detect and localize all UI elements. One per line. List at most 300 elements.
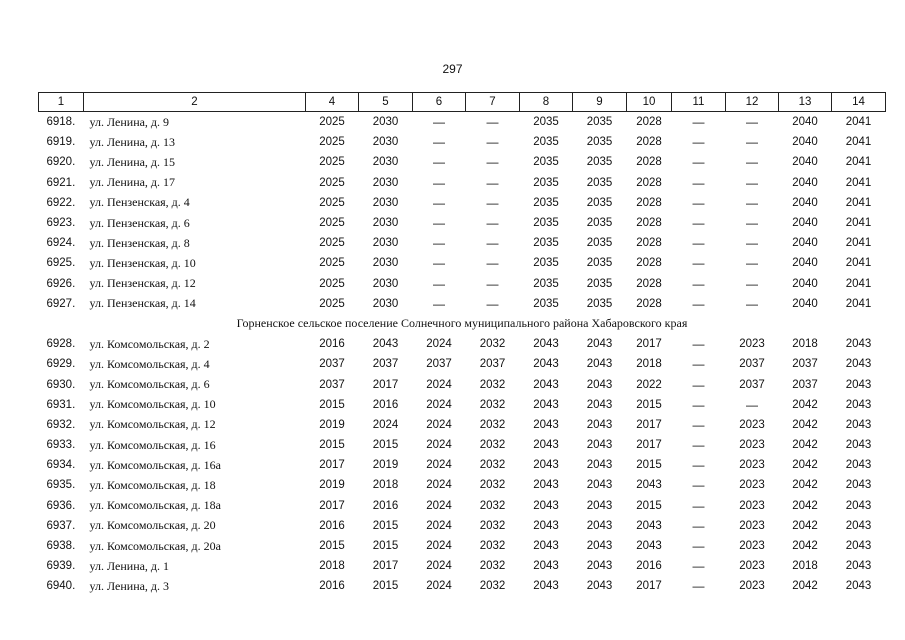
table-row: [39, 536, 886, 556]
year-cell: 2043: [845, 378, 872, 391]
year-cell: 2023: [739, 580, 765, 593]
year-cell: 2023: [739, 439, 765, 452]
year-cell: —: [746, 135, 758, 150]
address-cell: ул. Комсомольская, д. 6: [89, 377, 210, 392]
year-cell: 2028: [636, 237, 662, 250]
year-cell: 2032: [479, 439, 506, 452]
year-cell: 2043: [845, 358, 872, 371]
year-cell: 2024: [426, 398, 452, 411]
row-number-cell: 6929.: [46, 358, 76, 371]
year-cell: 2023: [739, 338, 765, 351]
header-row: [39, 93, 886, 112]
year-cell: 2030: [372, 277, 399, 290]
year-cell: 2028: [636, 257, 662, 270]
year-cell: 2015: [372, 580, 399, 593]
year-cell: 2018: [372, 479, 399, 492]
year-cell: —: [433, 135, 445, 150]
table-header: [39, 93, 886, 112]
year-cell: —: [746, 155, 758, 170]
year-cell: 2025: [319, 277, 345, 290]
row-number-cell: 6939.: [46, 560, 76, 573]
year-cell: 2041: [845, 156, 872, 169]
row-number-cell: 6933.: [46, 439, 76, 452]
year-cell: 2043: [586, 580, 613, 593]
year-cell: 2040: [792, 176, 818, 189]
year-cell: 2019: [372, 459, 399, 472]
table-row: [39, 435, 886, 455]
year-cell: 2023: [739, 479, 765, 492]
address-cell: ул. Ленина, д. 17: [89, 175, 176, 190]
table-row: [39, 253, 886, 273]
year-cell: 2043: [845, 540, 872, 553]
year-cell: 2032: [479, 378, 506, 391]
column-header-11: 11: [672, 93, 726, 112]
year-cell: —: [486, 155, 499, 170]
year-cell: 2025: [319, 237, 345, 250]
year-cell: 2043: [586, 398, 613, 411]
year-cell: 2024: [426, 580, 452, 593]
table-row: [39, 112, 886, 133]
year-cell: 2032: [479, 519, 506, 532]
year-cell: 2042: [792, 398, 818, 411]
year-cell: 2016: [636, 560, 662, 573]
year-cell: —: [692, 276, 705, 291]
address-cell: ул. Комсомольская, д. 18: [89, 477, 216, 492]
address-cell: ул. Ленина, д. 9: [89, 114, 170, 129]
address-cell: ул. Ленина, д. 13: [89, 134, 176, 149]
year-cell: 2030: [372, 136, 399, 149]
year-cell: —: [433, 195, 445, 210]
year-cell: 2023: [739, 560, 765, 573]
row-number-cell: 6924.: [46, 237, 76, 250]
year-cell: 2032: [479, 459, 506, 472]
year-cell: 2015: [372, 540, 399, 553]
year-cell: 2017: [636, 418, 662, 431]
year-cell: 2043: [586, 459, 613, 472]
row-number-cell: 6930.: [46, 378, 76, 391]
year-cell: 2025: [319, 297, 345, 310]
year-cell: 2043: [586, 540, 613, 553]
address-cell: ул. Комсомольская, д. 2: [89, 336, 210, 351]
year-cell: 2043: [845, 560, 872, 573]
year-cell: 2032: [479, 540, 506, 553]
year-cell: 2015: [636, 459, 662, 472]
year-cell: —: [486, 216, 499, 231]
year-cell: 2017: [372, 560, 399, 573]
year-cell: 2024: [426, 439, 452, 452]
year-cell: —: [692, 397, 705, 412]
year-cell: —: [433, 175, 445, 190]
year-cell: —: [486, 195, 499, 210]
year-cell: 2040: [792, 217, 818, 230]
year-cell: 2037: [319, 358, 345, 371]
table-body: [39, 112, 886, 597]
year-cell: 2037: [792, 378, 818, 391]
year-cell: 2028: [636, 277, 662, 290]
year-cell: 2023: [739, 459, 765, 472]
year-cell: 2035: [586, 277, 613, 290]
year-cell: 2015: [636, 398, 662, 411]
column-header-12: 12: [726, 93, 779, 112]
year-cell: 2041: [845, 297, 872, 310]
year-cell: —: [746, 256, 758, 271]
year-cell: 2043: [586, 358, 613, 371]
year-cell: 2037: [426, 358, 452, 371]
year-cell: 2043: [533, 418, 559, 431]
row-number-cell: 6919.: [46, 136, 76, 149]
year-cell: —: [746, 397, 758, 412]
section-heading-row: [39, 314, 886, 334]
column-header-9: 9: [573, 93, 627, 112]
year-cell: 2024: [426, 499, 452, 512]
year-cell: 2035: [533, 237, 559, 250]
year-cell: 2043: [533, 560, 559, 573]
year-cell: —: [486, 236, 499, 251]
year-cell: 2035: [586, 297, 613, 310]
year-cell: 2043: [636, 479, 662, 492]
year-cell: 2041: [845, 237, 872, 250]
year-cell: 2024: [426, 378, 452, 391]
year-cell: 2041: [845, 196, 872, 209]
year-cell: 2043: [533, 358, 559, 371]
year-cell: —: [692, 195, 705, 210]
year-cell: 2035: [533, 156, 559, 169]
row-number-cell: 6920.: [46, 156, 76, 169]
table-row: [39, 152, 886, 172]
row-number-cell: 6918.: [46, 116, 76, 129]
year-cell: 2024: [426, 540, 452, 553]
table-row: [39, 233, 886, 253]
year-cell: 2043: [845, 519, 872, 532]
year-cell: 2043: [845, 459, 872, 472]
year-cell: —: [486, 256, 499, 271]
year-cell: 2043: [586, 499, 613, 512]
table-row: [39, 395, 886, 415]
year-cell: —: [746, 216, 758, 231]
year-cell: —: [692, 135, 705, 150]
year-cell: 2043: [586, 418, 613, 431]
year-cell: 2015: [372, 439, 399, 452]
year-cell: 2028: [636, 196, 662, 209]
page-number: 297: [442, 62, 463, 76]
year-cell: —: [746, 296, 758, 311]
year-cell: 2043: [533, 338, 559, 351]
column-header-2: 2: [84, 93, 306, 112]
year-cell: 2043: [533, 439, 559, 452]
year-cell: 2042: [792, 519, 818, 532]
year-cell: 2030: [372, 237, 399, 250]
year-cell: —: [692, 417, 705, 432]
year-cell: —: [692, 518, 705, 533]
year-cell: 2043: [533, 378, 559, 391]
year-cell: 2032: [479, 560, 506, 573]
year-cell: 2025: [319, 196, 345, 209]
address-cell: ул. Комсомольская, д. 12: [89, 417, 216, 432]
year-cell: —: [692, 296, 705, 311]
year-cell: 2016: [319, 580, 345, 593]
row-number-cell: 6931.: [46, 398, 76, 411]
year-cell: 2025: [319, 257, 345, 270]
year-cell: 2023: [739, 519, 765, 532]
year-cell: 2015: [319, 398, 345, 411]
address-cell: ул. Комсомольская, д. 20а: [89, 538, 221, 553]
table-row: [39, 294, 886, 314]
year-cell: 2035: [586, 176, 613, 189]
year-cell: 2035: [586, 136, 613, 149]
year-cell: 2043: [636, 540, 662, 553]
column-header-14: 14: [832, 93, 886, 112]
year-cell: 2015: [319, 540, 345, 553]
address-cell: ул. Ленина, д. 3: [89, 578, 170, 593]
table-row: [39, 415, 886, 435]
year-cell: 2037: [739, 358, 765, 371]
year-cell: 2030: [372, 196, 399, 209]
year-cell: 2024: [426, 479, 452, 492]
year-cell: 2041: [845, 257, 872, 270]
year-cell: 2017: [319, 459, 345, 472]
year-cell: 2018: [636, 358, 662, 371]
year-cell: 2042: [792, 580, 818, 593]
address-cell: ул. Пензенская, д. 14: [89, 296, 196, 311]
row-number-cell: 6922.: [46, 196, 76, 209]
year-cell: 2030: [372, 176, 399, 189]
year-cell: —: [433, 216, 445, 231]
row-number-cell: 6938.: [46, 540, 76, 553]
table-row: [39, 213, 886, 233]
year-cell: 2043: [845, 580, 872, 593]
year-cell: 2042: [792, 459, 818, 472]
column-header-8: 8: [520, 93, 573, 112]
row-number-cell: 6923.: [46, 217, 76, 230]
year-cell: 2041: [845, 136, 872, 149]
year-cell: 2043: [586, 479, 613, 492]
year-cell: —: [746, 276, 758, 291]
address-cell: ул. Пензенская, д. 10: [89, 255, 196, 270]
year-cell: —: [692, 438, 705, 453]
column-header-4: 4: [306, 93, 359, 112]
year-cell: 2035: [586, 217, 613, 230]
year-cell: 2042: [792, 439, 818, 452]
year-cell: —: [433, 256, 445, 271]
table-row: [39, 374, 886, 394]
year-cell: 2042: [792, 540, 818, 553]
year-cell: 2035: [533, 136, 559, 149]
year-cell: 2043: [845, 398, 872, 411]
year-cell: 2024: [426, 560, 452, 573]
year-cell: 2018: [792, 560, 818, 573]
year-cell: 2043: [533, 580, 559, 593]
year-cell: 2032: [479, 418, 506, 431]
year-cell: —: [433, 115, 445, 130]
table-row: [39, 334, 886, 354]
year-cell: 2025: [319, 116, 345, 129]
year-cell: 2019: [319, 479, 345, 492]
year-cell: 2035: [533, 196, 559, 209]
table-row: [39, 556, 886, 576]
year-cell: —: [433, 276, 445, 291]
row-number-cell: 6937.: [46, 519, 76, 532]
table-row: [39, 516, 886, 536]
year-cell: 2041: [845, 277, 872, 290]
year-cell: 2035: [533, 176, 559, 189]
row-number-cell: 6934.: [46, 459, 76, 472]
table-row: [39, 455, 886, 475]
year-cell: —: [486, 276, 499, 291]
year-cell: 2043: [533, 540, 559, 553]
year-cell: 2043: [586, 378, 613, 391]
year-cell: 2040: [792, 297, 818, 310]
year-cell: 2043: [533, 398, 559, 411]
year-cell: —: [692, 216, 705, 231]
year-cell: 2032: [479, 499, 506, 512]
year-cell: 2042: [792, 499, 818, 512]
year-cell: 2032: [479, 398, 506, 411]
year-cell: —: [433, 296, 445, 311]
year-cell: 2030: [372, 156, 399, 169]
row-number-cell: 6936.: [46, 499, 76, 512]
year-cell: 2016: [319, 338, 345, 351]
column-header-5: 5: [359, 93, 413, 112]
column-header-6: 6: [413, 93, 466, 112]
year-cell: 2024: [426, 459, 452, 472]
year-cell: 2043: [533, 499, 559, 512]
year-cell: 2019: [319, 418, 345, 431]
row-number-cell: 6926.: [46, 277, 76, 290]
year-cell: 2043: [845, 479, 872, 492]
year-cell: 2043: [586, 519, 613, 532]
year-cell: 2037: [479, 358, 506, 371]
table-row: [39, 475, 886, 495]
year-cell: —: [692, 498, 705, 513]
year-cell: 2043: [586, 338, 613, 351]
year-cell: 2015: [319, 439, 345, 452]
year-cell: 2025: [319, 156, 345, 169]
year-cell: 2028: [636, 297, 662, 310]
year-cell: 2028: [636, 136, 662, 149]
year-cell: 2035: [586, 257, 613, 270]
section-heading: Горненское сельское поселение Солнечного муниципального района Хабаровского края: [236, 316, 688, 331]
year-cell: 2022: [636, 378, 662, 391]
year-cell: 2030: [372, 257, 399, 270]
year-cell: 2037: [739, 378, 765, 391]
year-cell: —: [692, 155, 705, 170]
year-cell: 2015: [636, 499, 662, 512]
year-cell: 2028: [636, 217, 662, 230]
address-cell: ул. Комсомольская, д. 18а: [89, 498, 221, 513]
year-cell: —: [692, 175, 705, 190]
table-row: [39, 274, 886, 294]
year-cell: —: [433, 155, 445, 170]
address-cell: ул. Ленина, д. 15: [89, 154, 176, 169]
year-cell: 2030: [372, 297, 399, 310]
year-cell: —: [433, 236, 445, 251]
year-cell: 2032: [479, 338, 506, 351]
address-cell: ул. Пензенская, д. 6: [89, 215, 190, 230]
year-cell: 2017: [319, 499, 345, 512]
year-cell: 2017: [636, 338, 662, 351]
year-cell: 2035: [533, 217, 559, 230]
address-cell: ул. Ленина, д. 1: [89, 558, 170, 573]
year-cell: 2015: [372, 519, 399, 532]
year-cell: —: [692, 337, 705, 352]
year-cell: 2035: [533, 257, 559, 270]
year-cell: 2043: [636, 519, 662, 532]
row-number-cell: 6927.: [46, 297, 76, 310]
year-cell: 2016: [372, 499, 399, 512]
year-cell: 2016: [319, 519, 345, 532]
year-cell: 2040: [792, 196, 818, 209]
table-row: [39, 576, 886, 596]
year-cell: —: [692, 559, 705, 574]
year-cell: —: [692, 256, 705, 271]
year-cell: 2037: [792, 358, 818, 371]
year-cell: 2018: [319, 560, 345, 573]
address-cell: ул. Комсомольская, д. 16: [89, 437, 216, 452]
year-cell: 2040: [792, 277, 818, 290]
year-cell: 2040: [792, 116, 818, 129]
year-cell: 2025: [319, 217, 345, 230]
year-cell: 2035: [533, 277, 559, 290]
row-number-cell: 6928.: [46, 338, 76, 351]
year-cell: 2028: [636, 156, 662, 169]
year-cell: —: [486, 135, 499, 150]
column-header-10: 10: [627, 93, 672, 112]
row-number-cell: 6940.: [46, 580, 76, 593]
year-cell: 2035: [586, 237, 613, 250]
year-cell: 2043: [845, 439, 872, 452]
year-cell: 2041: [845, 116, 872, 129]
year-cell: —: [692, 115, 705, 130]
year-cell: 2023: [739, 499, 765, 512]
year-cell: 2043: [586, 439, 613, 452]
table-row: [39, 193, 886, 213]
year-cell: 2043: [845, 418, 872, 431]
table-row: [39, 173, 886, 193]
year-cell: 2028: [636, 176, 662, 189]
year-cell: —: [486, 296, 499, 311]
year-cell: 2035: [533, 297, 559, 310]
address-cell: ул. Пензенская, д. 12: [89, 276, 196, 291]
row-number-cell: 6925.: [46, 257, 76, 270]
year-cell: —: [746, 236, 758, 251]
address-cell: ул. Комсомольская, д. 10: [89, 397, 216, 412]
year-cell: 2040: [792, 156, 818, 169]
year-cell: —: [692, 357, 705, 372]
address-cell: ул. Комсомольская, д. 16а: [89, 457, 221, 472]
year-cell: 2041: [845, 176, 872, 189]
year-cell: —: [486, 175, 499, 190]
year-cell: 2043: [586, 560, 613, 573]
year-cell: 2017: [372, 378, 399, 391]
year-cell: —: [746, 195, 758, 210]
address-cell: ул. Комсомольская, д. 20: [89, 518, 216, 533]
year-cell: 2023: [739, 540, 765, 553]
column-header-7: 7: [466, 93, 520, 112]
year-cell: 2040: [792, 237, 818, 250]
year-cell: 2023: [739, 418, 765, 431]
year-cell: 2041: [845, 217, 872, 230]
year-cell: 2025: [319, 136, 345, 149]
year-cell: —: [486, 115, 499, 130]
table-row: [39, 132, 886, 152]
address-cell: ул. Комсомольская, д. 4: [89, 356, 210, 371]
year-cell: —: [692, 579, 705, 594]
year-cell: 2017: [636, 439, 662, 452]
year-cell: —: [692, 478, 705, 493]
year-cell: 2028: [636, 116, 662, 129]
year-cell: 2024: [372, 418, 399, 431]
row-number-cell: 6932.: [46, 418, 76, 431]
